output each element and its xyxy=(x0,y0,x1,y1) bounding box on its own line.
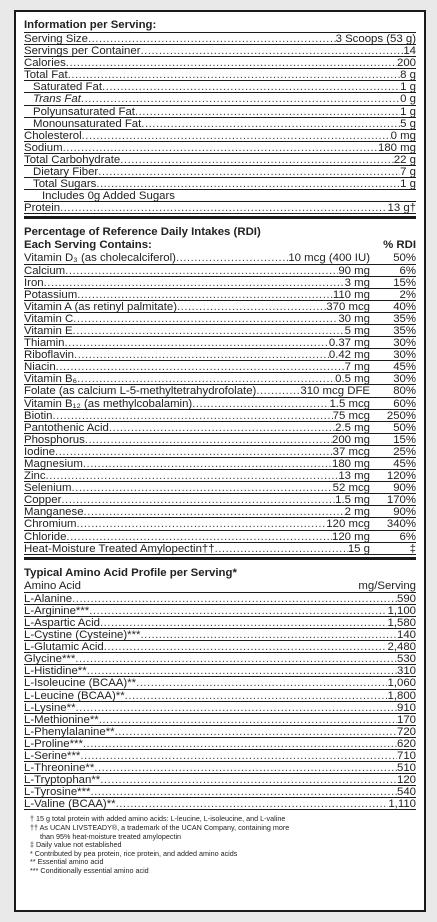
nutrient-amount: 2.5 mg xyxy=(335,421,370,434)
serving-row xyxy=(24,33,416,45)
rdi-header xyxy=(24,239,416,252)
serving-value: 13 g† xyxy=(387,202,416,215)
rdi-title: Percentage of Reference Daily Intakes (RDI) xyxy=(24,226,261,239)
leader-dots xyxy=(56,361,345,373)
serving-row xyxy=(24,190,416,202)
amino-header-left: Amino Acid xyxy=(24,579,81,592)
amino-row xyxy=(24,617,416,629)
rdi-header-left: Each Serving Contains: xyxy=(24,239,152,252)
amino-list xyxy=(24,593,416,811)
nutrient-label: Vitamin B₁₂ (as methylcobalamin) xyxy=(24,397,193,410)
amino-value: 530 xyxy=(396,653,416,666)
nutrient-label: Pantothenic Acid xyxy=(24,421,109,434)
nutrient-rdi-percent: 30% xyxy=(393,373,416,386)
nutrient-rdi-percent: 120% xyxy=(386,470,416,483)
amino-value: 1,800 xyxy=(387,689,416,702)
nutrient-label: Phosphorus xyxy=(24,433,85,446)
serving-label: Includes 0g Added Sugars xyxy=(42,190,175,203)
amino-row xyxy=(24,750,416,762)
amino-label: L-Threonine** xyxy=(24,762,95,775)
leader-dots xyxy=(94,762,397,774)
leader-dots xyxy=(192,398,329,410)
leader-dots xyxy=(81,93,400,105)
leader-dots xyxy=(53,410,333,422)
serving-label: Trans Fat xyxy=(33,93,81,106)
serving-value: 1 g xyxy=(400,81,416,94)
amino-value: 1,580 xyxy=(387,616,416,629)
leader-dots xyxy=(74,349,329,361)
amino-label: L-Cystine (Cysteine)*** xyxy=(24,629,141,642)
leader-dots xyxy=(65,337,329,349)
serving-label: Cholesterol xyxy=(24,129,82,142)
amino-title: Typical Amino Acid Profile per Serving* xyxy=(24,566,237,579)
amino-value: 720 xyxy=(396,725,416,738)
leader-dots xyxy=(82,130,391,142)
leader-dots xyxy=(177,301,326,313)
leader-dots xyxy=(116,798,389,810)
nutrient-label: Riboflavin xyxy=(24,349,75,362)
footnote-line: ** Essential amino acid xyxy=(30,857,104,867)
amino-value: 590 xyxy=(396,592,416,605)
serving-label: Polyunsaturated Fat xyxy=(33,105,135,118)
leader-dots xyxy=(100,617,388,629)
amino-label: L-Tryptophan** xyxy=(24,774,101,787)
serving-row xyxy=(24,69,416,81)
amino-value: 710 xyxy=(396,749,416,762)
nutrient-rdi-percent: 6% xyxy=(399,264,416,277)
rdi-row xyxy=(24,434,416,446)
serving-label: Sodium xyxy=(24,141,63,154)
nutrient-label: Iodine xyxy=(24,445,56,458)
amino-label: L-Proline*** xyxy=(24,737,83,750)
nutrient-rdi-percent: 80% xyxy=(393,385,416,398)
amino-value: 120 xyxy=(396,774,416,787)
leader-dots xyxy=(72,482,333,494)
serving-label: Dietary Fiber xyxy=(33,166,99,179)
amino-row xyxy=(24,774,416,786)
serving-label: Total Fat xyxy=(24,69,68,82)
amino-value: 540 xyxy=(396,786,416,799)
nutrient-label: Zinc xyxy=(24,470,46,483)
leader-dots xyxy=(176,252,288,264)
leader-dots xyxy=(99,714,397,726)
nutrient-amount: 1.5 mcg xyxy=(329,397,370,410)
leader-dots xyxy=(77,373,335,385)
amino-row xyxy=(24,738,416,750)
leader-dots xyxy=(104,641,388,653)
serving-label: Total Sugars xyxy=(33,178,97,191)
serving-value: 0 g xyxy=(400,93,416,106)
leader-dots xyxy=(75,653,397,665)
nutrient-rdi-percent: 25% xyxy=(393,445,416,458)
serving-row xyxy=(24,142,416,154)
rdi-row xyxy=(24,325,416,337)
leader-dots xyxy=(88,33,336,45)
amino-value: 310 xyxy=(396,665,416,678)
nutrient-rdi-percent: 15% xyxy=(393,276,416,289)
amino-row xyxy=(24,641,416,653)
nutrient-rdi-percent: 6% xyxy=(399,530,416,543)
serving-row xyxy=(24,178,416,190)
nutrient-label: Biotin xyxy=(24,409,53,422)
footnote-line: * Contributed by pea protein, rice protein, and added amino acids xyxy=(30,848,238,858)
nutrient-label: Selenium xyxy=(24,482,72,495)
nutrient-rdi-percent: 35% xyxy=(393,324,416,337)
amino-row xyxy=(24,786,416,798)
amino-label: L-Isoleucine (BCAA)** xyxy=(24,677,137,690)
amino-row xyxy=(24,665,416,677)
leader-dots xyxy=(65,265,338,277)
serving-value: 3 Scoops (53 g) xyxy=(335,33,416,45)
amino-value: 1,100 xyxy=(387,604,416,617)
nutrient-amount: 3 mg xyxy=(344,276,370,289)
nutrient-rdi-percent: 340% xyxy=(386,518,416,531)
amino-row xyxy=(24,726,416,738)
rdi-row xyxy=(24,422,416,434)
amino-row xyxy=(24,629,416,641)
nutrient-label: Folate (as calcium L-5-methyltetrahydrofolate) xyxy=(24,385,257,398)
serving-value: 14 xyxy=(403,45,416,58)
nutrient-rdi-percent: 30% xyxy=(393,349,416,362)
serving-row xyxy=(24,118,416,130)
serving-row xyxy=(24,202,416,214)
nutrient-amount: 0.5 mg xyxy=(335,373,370,386)
rdi-row xyxy=(24,313,416,325)
leader-dots xyxy=(109,422,335,434)
nutrient-rdi-percent: 250% xyxy=(386,409,416,422)
leader-dots xyxy=(136,677,387,689)
footnote-line: † 15 g total protein with added amino acids: L-leucine, L-isoleucine, and L-valine xyxy=(30,814,286,824)
leader-dots xyxy=(60,202,387,214)
serving-row xyxy=(24,57,416,69)
serving-label: Calories xyxy=(24,57,66,70)
leader-dots xyxy=(83,738,397,750)
leader-dots xyxy=(73,325,345,337)
footnote-line: *** Conditionally essential amino acid xyxy=(30,866,149,875)
serving-row xyxy=(24,130,416,142)
nutrient-label: Vitamin B₆ xyxy=(24,373,78,386)
amino-label: L-Valine (BCAA)** xyxy=(24,798,116,811)
nutrient-rdi-percent: 170% xyxy=(386,494,416,507)
leader-dots xyxy=(80,750,397,762)
rdi-row xyxy=(24,349,416,361)
nutrient-amount: 30 mg xyxy=(338,312,370,325)
nutrient-rdi-percent: 45% xyxy=(393,361,416,374)
amino-header xyxy=(24,580,416,593)
nutrient-rdi-percent: ‡ xyxy=(409,542,416,555)
amino-header-right: mg/Serving xyxy=(358,579,416,592)
serving-value: 200 xyxy=(396,57,416,70)
nutrient-amount: 180 mg xyxy=(332,458,370,470)
nutrient-rdi-percent: 60% xyxy=(393,397,416,410)
supplement-facts-panel xyxy=(14,10,426,912)
nutrient-amount: 370 mcg xyxy=(326,300,370,313)
nutrient-rdi-percent: 50% xyxy=(393,421,416,434)
nutrient-amount: 7 mg xyxy=(344,361,370,374)
rdi-list xyxy=(24,252,416,554)
rdi-row xyxy=(24,289,416,301)
amino-label: L-Tyrosine*** xyxy=(24,786,91,799)
rdi-row xyxy=(24,265,416,277)
amino-row xyxy=(24,714,416,726)
nutrient-amount: 5 mg xyxy=(344,324,370,337)
nutrient-label: Copper xyxy=(24,494,62,507)
rdi-row xyxy=(24,337,416,349)
amino-row xyxy=(24,690,416,702)
rdi-row xyxy=(24,446,416,458)
leader-dots xyxy=(68,69,400,81)
serving-label: Saturated Fat xyxy=(33,81,103,94)
leader-dots xyxy=(102,81,400,93)
leader-dots xyxy=(96,178,400,190)
nutrient-amount: 120 mg xyxy=(332,530,370,543)
leader-dots xyxy=(63,142,378,154)
rdi-row xyxy=(24,458,416,470)
nutrient-label: Calcium xyxy=(24,264,66,277)
serving-label: Protein xyxy=(24,202,61,215)
nutrient-rdi-percent: 30% xyxy=(393,337,416,350)
rdi-row xyxy=(24,385,416,397)
nutrient-amount: 110 mg xyxy=(332,288,370,301)
rdi-row xyxy=(24,518,416,530)
amino-row xyxy=(24,798,416,810)
rdi-row xyxy=(24,361,416,373)
nutrient-amount: 75 mcg xyxy=(332,409,370,422)
nutrient-label: Magnesium xyxy=(24,458,83,470)
rdi-header-right: % RDI xyxy=(383,239,416,252)
amino-row xyxy=(24,702,416,714)
nutrient-label: Niacin xyxy=(24,361,56,374)
rdi-row xyxy=(24,543,416,555)
nutrient-label: Vitamin C xyxy=(24,312,74,325)
serving-value: 1 g xyxy=(400,178,416,191)
amino-label: L-Methionine** xyxy=(24,713,99,726)
amino-row xyxy=(24,762,416,774)
serving-value: 8 g xyxy=(400,69,416,82)
serving-label: Serving Size xyxy=(24,33,88,45)
nutrient-label: Thiamin xyxy=(24,337,65,350)
amino-value: 510 xyxy=(396,762,416,775)
rdi-row xyxy=(24,277,416,289)
rdi-row xyxy=(24,252,416,264)
footnote-line: than 95% heat-moisture treated amylopectin xyxy=(40,831,182,841)
nutrient-rdi-percent: 40% xyxy=(393,300,416,313)
rdi-row xyxy=(24,410,416,422)
serving-row xyxy=(24,106,416,118)
amino-label: Glycine*** xyxy=(24,653,76,666)
rdi-row xyxy=(24,494,416,506)
nutrient-label: Chromium xyxy=(24,518,77,531)
serving-row xyxy=(24,93,416,105)
nutrient-label: Vitamin D₃ (as cholecalciferol) xyxy=(24,252,176,265)
amino-value: 1,110 xyxy=(388,798,416,811)
serving-row xyxy=(24,45,416,57)
footnote-line: †† As UCAN LIVSTEADY®, a trademark of the UCAN Company, containing more xyxy=(30,823,290,833)
nutrient-label: Potassium xyxy=(24,288,78,301)
leader-dots xyxy=(141,118,400,130)
nutrient-amount: 52 mcg xyxy=(332,482,370,495)
leader-dots xyxy=(73,313,338,325)
nutrient-amount: 90 mg xyxy=(338,264,370,277)
serving-value: 180 mg xyxy=(378,141,416,154)
nutrient-label: Heat-Moisture Treated Amylopectin†† xyxy=(24,542,215,555)
leader-dots xyxy=(55,446,333,458)
rdi-row xyxy=(24,531,416,543)
amino-label: L-Leucine (BCAA)** xyxy=(24,689,125,702)
nutrient-rdi-percent: 90% xyxy=(393,482,416,495)
amino-value: 2,480 xyxy=(387,641,416,654)
leader-dots xyxy=(83,458,332,470)
amino-label: L-Glutamic Acid xyxy=(24,641,104,654)
serving-value: 5 g xyxy=(400,117,416,130)
serving-label: Total Carbohydrate xyxy=(24,153,121,166)
nutrient-rdi-percent: 50% xyxy=(393,252,416,265)
amino-label: L-Histidine** xyxy=(24,665,87,678)
nutrient-amount: 310 mcg DFE xyxy=(300,385,370,398)
rdi-row xyxy=(24,373,416,385)
amino-row xyxy=(24,653,416,665)
leader-dots xyxy=(85,434,332,446)
leader-dots xyxy=(84,506,345,518)
leader-dots xyxy=(76,702,397,714)
leader-dots xyxy=(90,786,397,798)
nutrient-amount: 1.5 mg xyxy=(335,494,370,507)
leader-dots xyxy=(135,106,400,118)
nutrient-amount: 10 mcg (400 IU) xyxy=(288,252,370,265)
nutrient-amount: 0.37 mg xyxy=(328,337,370,350)
amino-label: L-Lysine** xyxy=(24,701,76,714)
leader-dots xyxy=(77,289,333,301)
leader-dots xyxy=(77,518,327,530)
leader-dots xyxy=(140,629,397,641)
amino-label: L-Aspartic Acid xyxy=(24,616,100,629)
leader-dots xyxy=(125,690,388,702)
nutrient-amount: 37 mcg xyxy=(332,445,370,458)
nutrient-amount: 120 mcg xyxy=(326,518,370,531)
amino-value: 140 xyxy=(396,629,416,642)
nutrient-rdi-percent: 2% xyxy=(399,288,416,301)
nutrient-rdi-percent: 35% xyxy=(393,312,416,325)
nutrient-rdi-percent: 45% xyxy=(393,458,416,470)
serving-label: Monounsaturated Fat xyxy=(33,117,142,130)
footnote-line: ‡ Daily value not established xyxy=(30,840,122,850)
leader-dots xyxy=(256,385,300,397)
serving-row xyxy=(24,154,416,166)
amino-row xyxy=(24,593,416,605)
rdi-row xyxy=(24,398,416,410)
leader-dots xyxy=(89,605,387,617)
leader-dots xyxy=(72,593,397,605)
amino-value: 1,060 xyxy=(387,677,416,690)
amino-value: 620 xyxy=(396,737,416,750)
amino-label: L-Phenylalanine** xyxy=(24,725,115,738)
leader-dots xyxy=(87,665,397,677)
nutrient-amount: 13 mg xyxy=(338,470,370,483)
nutrient-amount: 200 mg xyxy=(332,433,370,446)
nutrient-label: Vitamin E xyxy=(24,324,73,337)
serving-row xyxy=(24,81,416,93)
serving-info-title: Information per Serving: xyxy=(24,19,157,31)
leader-dots xyxy=(120,154,394,166)
leader-dots xyxy=(100,774,397,786)
nutrient-label: Chloride xyxy=(24,530,67,543)
leader-dots xyxy=(66,57,397,69)
nutrient-label: Manganese xyxy=(24,506,84,519)
serving-value: 22 g xyxy=(393,153,416,166)
leader-dots xyxy=(115,726,397,738)
leader-dots xyxy=(141,45,404,57)
nutrient-rdi-percent: 90% xyxy=(393,506,416,519)
serving-value: 7 g xyxy=(400,166,416,179)
nutrient-label: Vitamin A (as retinyl palmitate) xyxy=(24,300,177,313)
rdi-row xyxy=(24,506,416,518)
leader-dots xyxy=(44,277,345,289)
nutrient-label: Iron xyxy=(24,276,44,289)
nutrient-amount: 2 mg xyxy=(344,506,370,519)
nutrient-amount: 0.42 mg xyxy=(328,349,370,362)
amino-label: L-Arginine*** xyxy=(24,604,90,617)
footnotes xyxy=(24,815,416,875)
serving-value: 1 g xyxy=(400,105,416,118)
nutrient-rdi-percent: 15% xyxy=(393,433,416,446)
leader-dots xyxy=(98,166,400,178)
amino-label: L-Alanine xyxy=(24,592,73,605)
leader-dots xyxy=(215,543,348,555)
serving-value: 0 mg xyxy=(390,129,416,142)
leader-dots xyxy=(66,531,332,543)
amino-value: 910 xyxy=(396,701,416,714)
serving-row xyxy=(24,166,416,178)
amino-row xyxy=(24,605,416,617)
serving-label: Servings per Container xyxy=(24,45,141,58)
amino-value: 170 xyxy=(396,713,416,726)
serving-info-list xyxy=(24,33,416,214)
rdi-row xyxy=(24,482,416,494)
rdi-row xyxy=(24,470,416,482)
rdi-row xyxy=(24,301,416,313)
leader-dots xyxy=(46,470,339,482)
nutrient-amount: 15 g xyxy=(347,542,370,555)
leader-dots xyxy=(61,494,335,506)
amino-label: L-Serine*** xyxy=(24,749,81,762)
amino-row xyxy=(24,677,416,689)
